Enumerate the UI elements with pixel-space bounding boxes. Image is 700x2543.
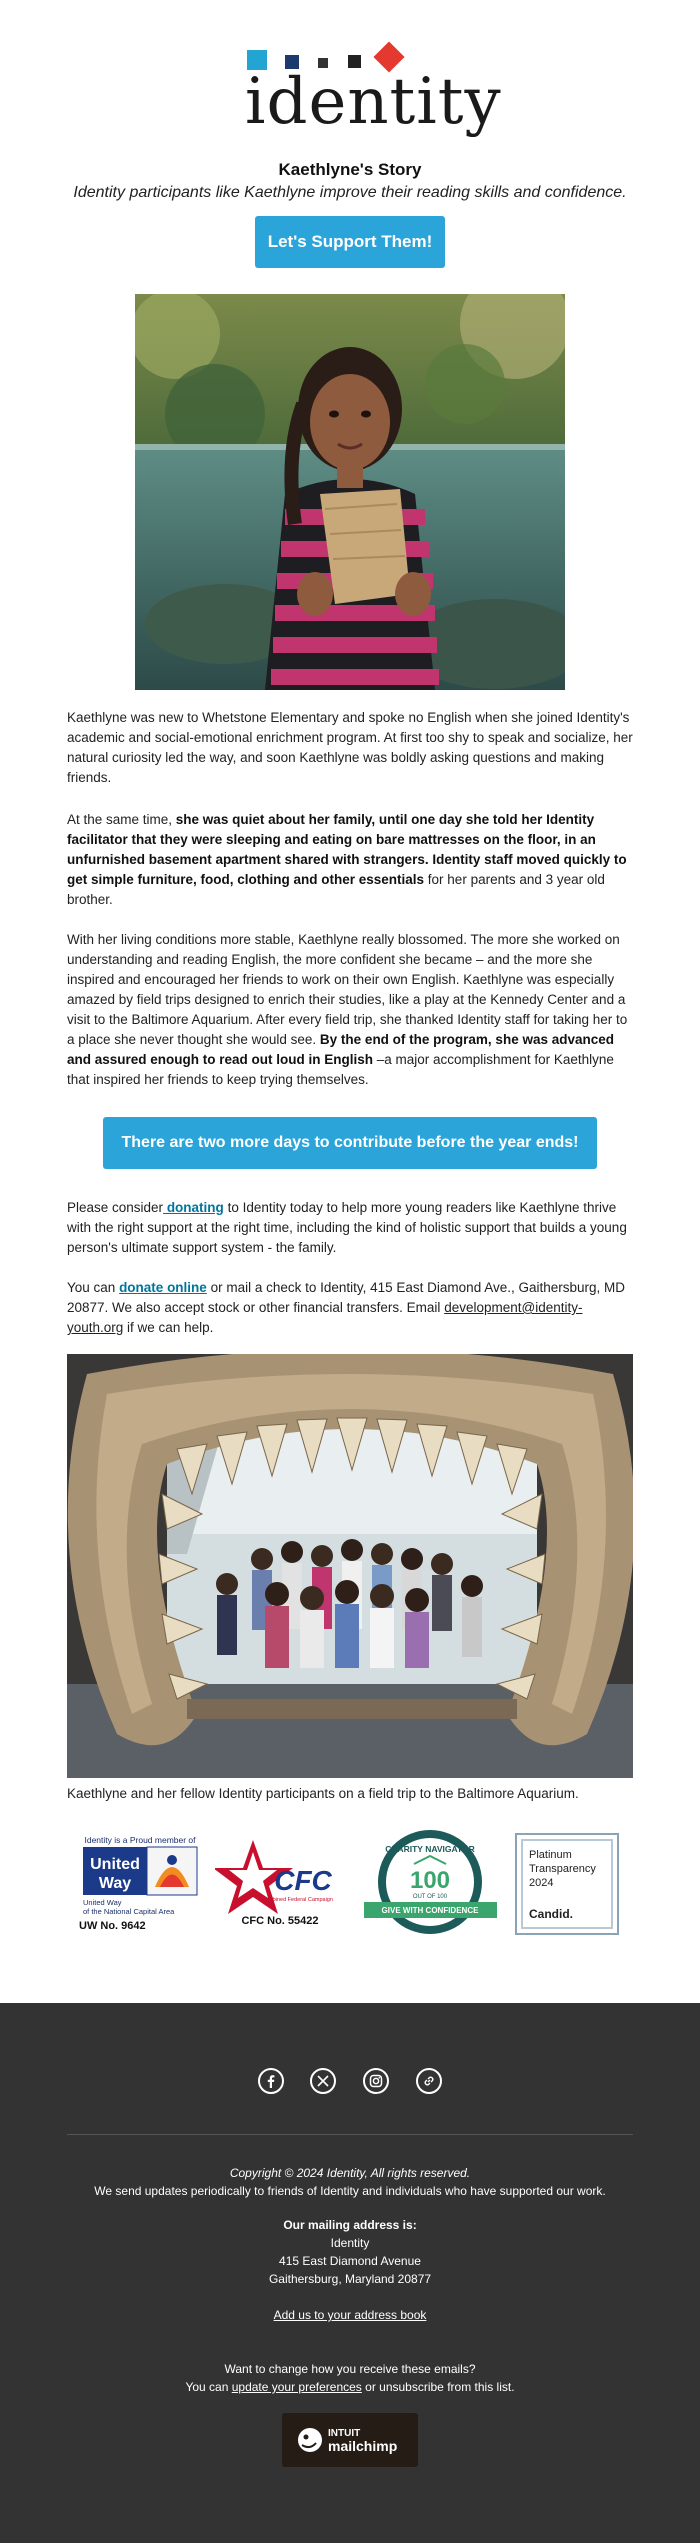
copyright-text: Copyright © 2024 Identity, All rights reserved.	[229, 2166, 471, 2180]
story-paragraph-3-text-c: –a major accomplishment for Kaethlyne that inspired her friends to keep trying themselves.	[67, 1052, 614, 1087]
preferences-text-a: You can	[185, 2380, 232, 2394]
mail-paragraph-text-c: if we can help.	[123, 1320, 214, 1335]
update-preferences-link[interactable]: update your preferences	[231, 2380, 362, 2394]
cfc-sub-text: Combined Federal Campaign	[261, 1897, 333, 1903]
story-paragraph-3-text-a: With her living conditions more stable, Kaethlyne really blossomed. The more she worked on understanding and reading English, the more confident she became – and the more she inspired and encouraged her friends to work on their own English. Kaethlyne was especially amazed by field trips designed to enrich their studies, like a play at the Kennedy Center and a visit to the Baltimore Aquarium. After every field trip, she thanked Identity staff for taking her to a place she never thought she would see.	[67, 932, 628, 1047]
uw-sub-2: of the National Capital Area	[83, 1907, 175, 1916]
change-question: Want to change how you receive these emails?	[224, 2362, 476, 2376]
cn-ribbon-text: GIVE WITH CONFIDENCE	[381, 1906, 479, 1915]
candid-line-4: Candid.	[529, 1907, 573, 1921]
story-paragraph-3-bold: By the end of the program, she was advanced and assured enough to read out loud in English	[67, 1032, 614, 1067]
uw-name-2: Way	[98, 1875, 132, 1892]
charity-navigator-badge[interactable]	[358, 1828, 503, 1940]
uw-top-text: Identity is a Proud member of	[84, 1835, 196, 1845]
support-button[interactable]: Let's Support Them!	[255, 216, 445, 268]
donate-paragraph	[67, 1198, 633, 1258]
address-line-2: 415 East Diamond Avenue	[279, 2254, 421, 2268]
facebook-icon[interactable]	[258, 2068, 284, 2094]
cn-arc-text: CHARITY NAVIGATOR	[385, 1844, 475, 1854]
mailchimp-badge[interactable]	[282, 2413, 418, 2467]
mail-paragraph-text-b: or mail a check to Identity, 415 East Diamond Ave., Gaithersburg, MD 20877. We also accept stock or other financial transfers. Email	[67, 1280, 626, 1315]
preferences-text-b: or unsubscribe from this list.	[361, 2380, 515, 2394]
uw-number: UW No. 9642	[79, 1920, 146, 1932]
address-line-3: Gaithersburg, Maryland 20877	[268, 2272, 432, 2286]
instagram-icon[interactable]	[363, 2068, 389, 2094]
logo-wordmark: identity	[245, 65, 502, 139]
add-to-address-book-link[interactable]: Add us to your address book	[273, 2308, 427, 2322]
x-twitter-icon[interactable]	[310, 2068, 336, 2094]
donate-paragraph-text-b: to Identity today to help more young readers like Kaethlyne thrive with the right support at the right time, including the kind of holistic support that builds a young person's ultimate support system - the family.	[67, 1200, 627, 1255]
mc-intuit-text: INTUIT	[328, 2428, 361, 2439]
candid-badge[interactable]	[515, 1833, 619, 1935]
united-way-badge[interactable]	[75, 1832, 205, 1934]
story-paragraph-2-bold-a: she was quiet about her family, until one day she told her Identity facilitator that they were sleeping and eating on bare mattresses on the floor, in an unfurnished basement apartment shared with strangers.	[67, 812, 596, 867]
mailing-address-label: Our mailing address is:	[283, 2218, 417, 2232]
donate-paragraph-text-a: Please consider	[67, 1200, 164, 1215]
donate-online-link[interactable]: donate online	[119, 1280, 207, 1295]
story-paragraph-2-bold-b: Identity staff moved quickly to get simple furniture, food, clothing and other essentials	[67, 852, 627, 887]
story-paragraph-1	[67, 708, 633, 788]
field-trip-photo	[67, 1354, 633, 1778]
cn-out-of: OUT OF 100	[412, 1894, 448, 1900]
story-paragraph-3	[67, 930, 633, 1090]
story-paragraph-1-text: Kaethlyne was new to Whetstone Elementary and spoke no English when she joined Identity's academic and social-emotional enrichment program. At first too shy to speak and socialize, her natural curiosity led the way, and soon Kaethlyne was boldly asking questions and making friends.	[67, 710, 633, 785]
uw-sub-1: United Way	[83, 1898, 122, 1907]
story-subtitle: Identity participants like Kaethlyne improve their reading skills and confidence.	[73, 184, 627, 201]
candid-line-3: 2024	[529, 1877, 554, 1889]
story-paragraph-2-text-e: for her parents and 3 year old brother.	[67, 872, 605, 907]
cfc-number: CFC No. 55422	[241, 1915, 319, 1927]
field-trip-photo-illustration	[67, 1354, 633, 1778]
address-line-1: Identity	[330, 2236, 370, 2250]
cfc-badge[interactable]	[215, 1832, 345, 1934]
mc-name-text: mailchimp	[328, 2438, 398, 2454]
donating-link[interactable]: donating	[163, 1200, 224, 1215]
story-paragraph-2	[67, 810, 633, 910]
kaethlyne-photo-illustration	[135, 294, 565, 690]
uw-name-1: United	[90, 1856, 140, 1873]
photo-caption: Kaethlyne and her fellow Identity participants on a field trip to the Baltimore Aquarium.	[67, 1786, 579, 1801]
footer-divider	[67, 2134, 633, 2135]
cn-score: 100	[409, 1867, 451, 1894]
preferences-row	[0, 2380, 700, 2394]
footer-notice: We send updates periodically to friends of Identity and individuals who have supported our work.	[94, 2184, 606, 2198]
address-book-row	[0, 2308, 700, 2322]
candid-line-1: Platinum	[529, 1849, 572, 1861]
story-title: Kaethlyne's Story	[278, 160, 422, 179]
kaethlyne-photo	[135, 294, 565, 690]
candid-line-2: Transparency	[529, 1863, 596, 1875]
mail-paragraph	[67, 1278, 633, 1338]
story-paragraph-2-text-a: At the same time,	[67, 812, 176, 827]
contribute-button[interactable]: There are two more days to contribute before the year ends!	[103, 1117, 597, 1169]
email-link[interactable]: development@identity-youth.org	[67, 1300, 583, 1335]
website-link-icon[interactable]	[416, 2068, 442, 2094]
cfc-logo-text: CFC	[274, 1865, 332, 1896]
mail-paragraph-text-a: You can	[67, 1280, 120, 1295]
identity-logo[interactable]	[245, 45, 502, 145]
